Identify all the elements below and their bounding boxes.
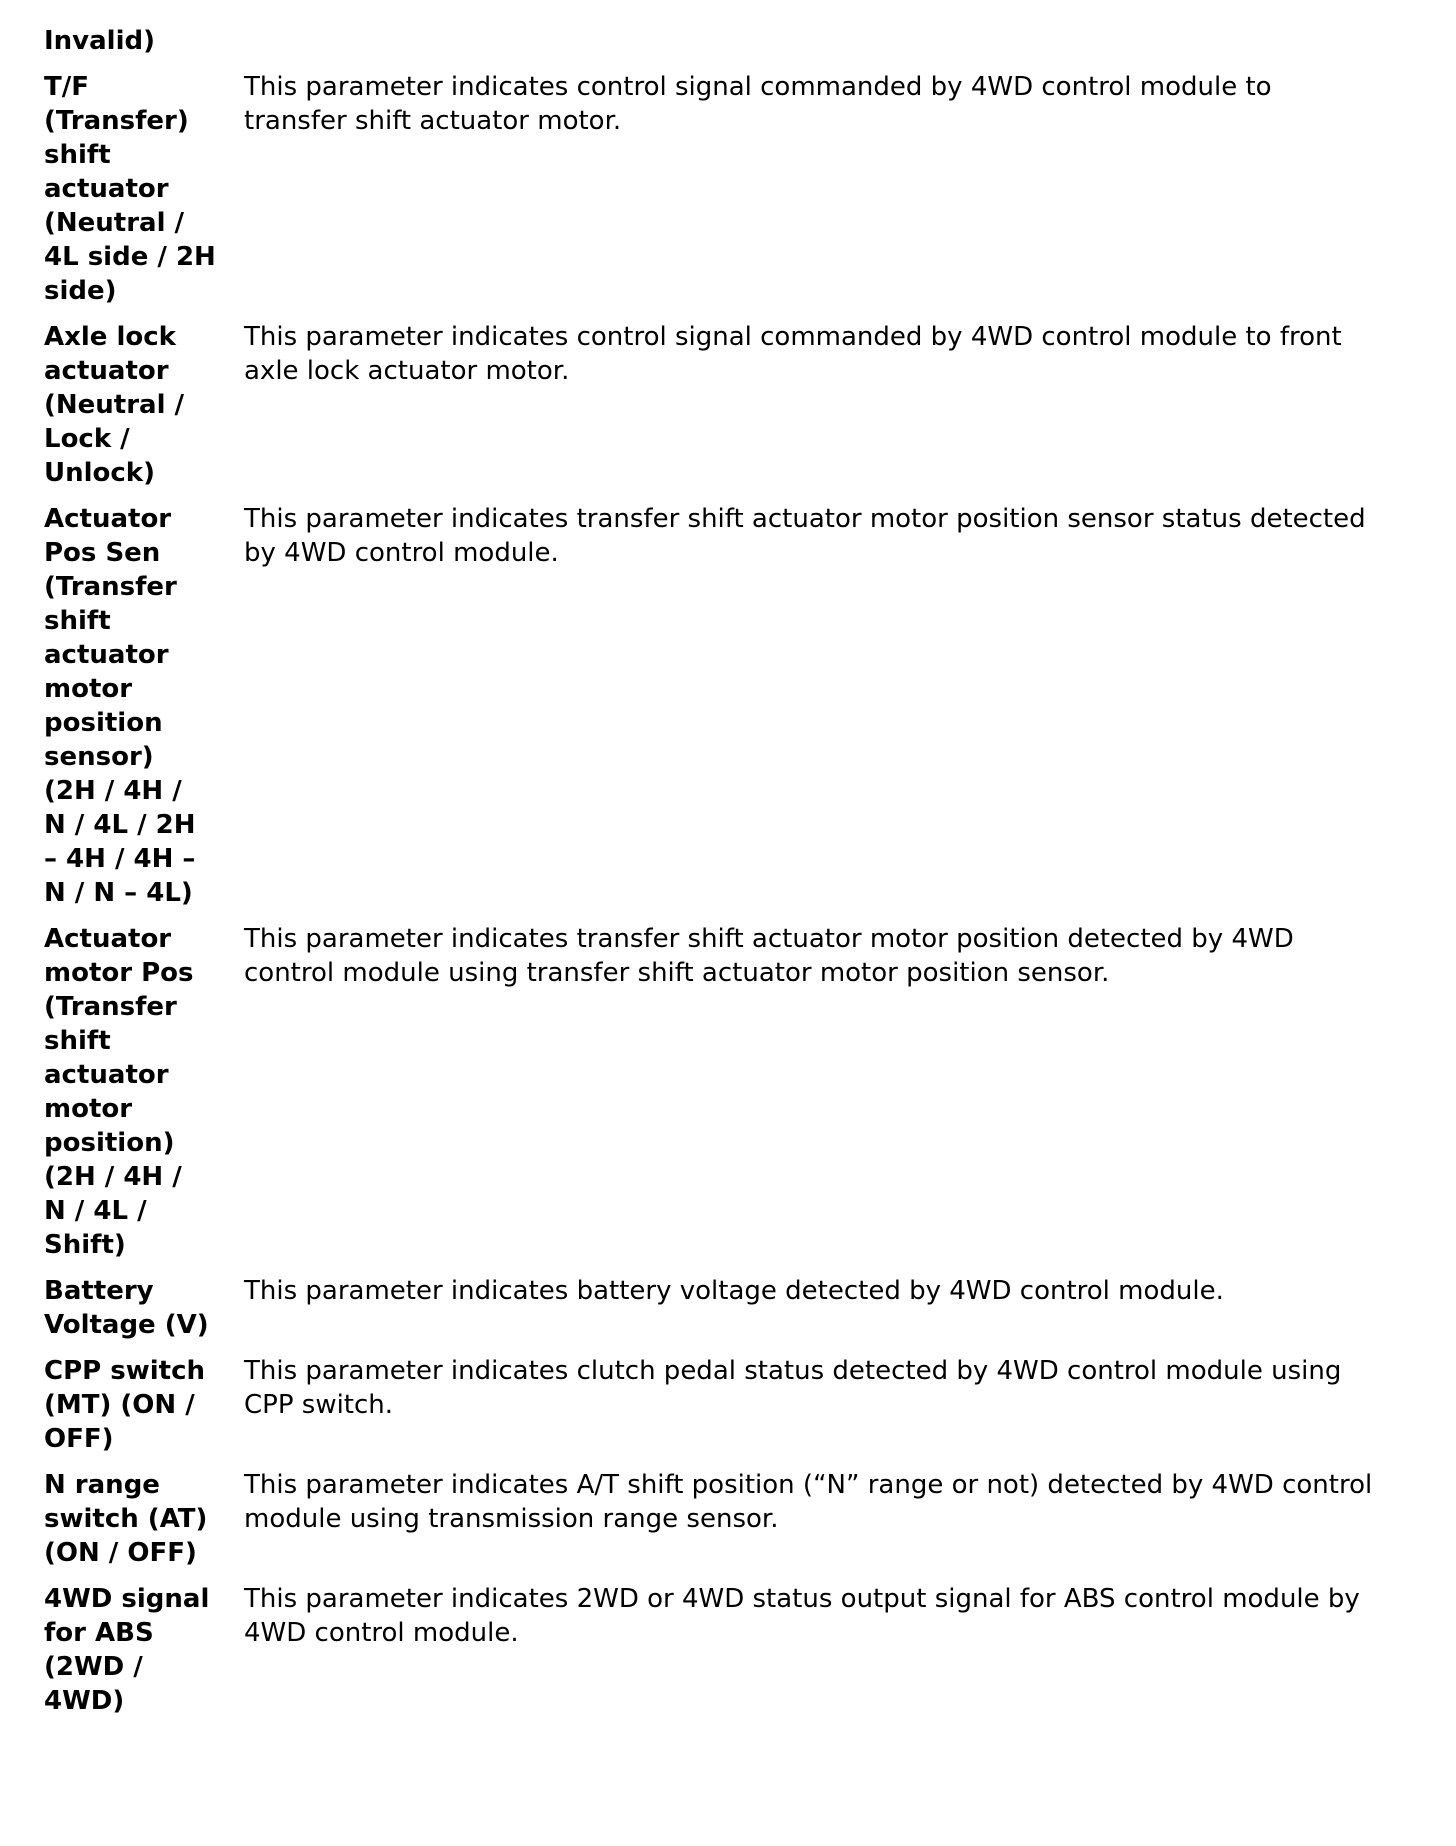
parameter-name — [44, 320, 244, 502]
parameter-name-line: (2H / 4H / — [44, 776, 182, 806]
parameter-name-line: T/F — [44, 72, 89, 102]
parameter-description: This parameter indicates 2WD or 4WD status output signal for ABS control module by 4WD control module. — [244, 1584, 1360, 1648]
parameter-row — [44, 1274, 1374, 1354]
parameter-name-line: sensor) — [44, 742, 154, 772]
parameter-name — [44, 1582, 244, 1730]
parameter-name-line: 4WD) — [44, 1686, 125, 1716]
parameter-name-line: 4WD signal — [44, 1584, 210, 1614]
parameter-name-line: (Transfer — [44, 992, 177, 1022]
parameter-name-line: 4L side / 2H — [44, 242, 216, 272]
parameter-table — [44, 70, 1374, 1730]
parameter-name-text — [44, 922, 240, 1262]
parameter-description: This parameter indicates A/T shift position (“N” range or not) detected by 4WD control module using transmission range sensor. — [244, 1470, 1373, 1534]
parameter-name-line: Actuator — [44, 504, 172, 534]
parameter-name-text — [44, 1354, 240, 1456]
parameter-name — [44, 1274, 244, 1354]
parameter-description: This parameter indicates battery voltage detected by 4WD control module. — [244, 1276, 1224, 1306]
parameter-name-line: actuator — [44, 640, 169, 670]
parameter-name-text — [44, 502, 240, 910]
parameter-row — [44, 1582, 1374, 1730]
parameter-name-line: Unlock) — [44, 458, 155, 488]
parameter-name-line: actuator — [44, 356, 169, 386]
parameter-name-line: actuator — [44, 1060, 169, 1090]
parameter-name-line: Lock / — [44, 424, 130, 454]
parameter-name-text — [44, 1274, 240, 1342]
parameter-name-line: N / 4L / — [44, 1196, 147, 1226]
parameter-name-line: motor — [44, 1094, 133, 1124]
parameter-name-text — [44, 1582, 240, 1718]
parameter-name — [44, 1468, 244, 1582]
parameter-name-line: actuator — [44, 174, 169, 204]
parameter-name-line: position — [44, 708, 163, 738]
parameter-name-line: shift — [44, 606, 111, 636]
parameter-row — [44, 70, 1374, 320]
parameter-name-line: side) — [44, 276, 117, 306]
parameter-row — [44, 320, 1374, 502]
parameter-name-line: Shift) — [44, 1230, 126, 1260]
parameter-row — [44, 922, 1374, 1274]
parameter-name-line: N / N – 4L) — [44, 878, 193, 908]
parameter-name-line: CPP switch — [44, 1356, 206, 1386]
parameter-name-line: (Transfer — [44, 572, 177, 602]
parameter-name-line: Battery — [44, 1276, 154, 1306]
continued-parameter-fragment: Invalid) — [44, 26, 155, 56]
parameter-name-line: (2H / 4H / — [44, 1162, 182, 1192]
parameter-description: This parameter indicates clutch pedal status detected by 4WD control module using CPP switch. — [244, 1356, 1342, 1420]
parameter-name-line: (ON / OFF) — [44, 1538, 197, 1568]
parameter-name-line: OFF) — [44, 1424, 114, 1454]
parameter-name — [44, 502, 244, 922]
parameter-name-line: Actuator — [44, 924, 172, 954]
parameter-name-line: switch (AT) — [44, 1504, 208, 1534]
parameter-description: This parameter indicates control signal commanded by 4WD control module to front axle lock actuator motor. — [244, 322, 1342, 386]
parameter-name-text — [44, 320, 240, 490]
parameter-name-line: (2WD / — [44, 1652, 143, 1682]
parameter-name-line: (Transfer) — [44, 106, 189, 136]
parameter-name-line: (MT) (ON / — [44, 1390, 195, 1420]
parameter-name-line: Axle lock — [44, 322, 176, 352]
parameter-name-line: motor Pos — [44, 958, 194, 988]
parameter-name — [44, 922, 244, 1274]
parameter-name-line: N / 4L / 2H — [44, 810, 196, 840]
parameter-name — [44, 1354, 244, 1468]
parameter-name-line: Voltage (V) — [44, 1310, 209, 1340]
parameter-name-line: shift — [44, 140, 111, 170]
parameter-description: This parameter indicates transfer shift actuator motor position sensor status detected by 4WD control module. — [244, 504, 1366, 568]
parameter-description: This parameter indicates control signal commanded by 4WD control module to transfer shift actuator motor. — [244, 72, 1272, 136]
document-body — [44, 24, 1374, 1730]
parameter-name-text — [44, 1468, 240, 1570]
parameter-description: This parameter indicates transfer shift actuator motor position detected by 4WD control module using transfer shift actuator motor position sensor. — [244, 924, 1294, 988]
parameter-name-line: Pos Sen — [44, 538, 161, 568]
parameter-name-line: – 4H / 4H – — [44, 844, 196, 874]
parameter-name-text — [44, 70, 240, 308]
parameter-row — [44, 1468, 1374, 1582]
parameter-name-line: position) — [44, 1128, 175, 1158]
parameter-name-line: (Neutral / — [44, 208, 185, 238]
parameter-row — [44, 502, 1374, 922]
parameter-row — [44, 1354, 1374, 1468]
parameter-table-body — [44, 70, 1374, 1730]
parameter-name-line: for ABS — [44, 1618, 154, 1648]
parameter-name — [44, 70, 244, 320]
parameter-name-line: shift — [44, 1026, 111, 1056]
parameter-name-line: (Neutral / — [44, 390, 185, 420]
parameter-name-line: motor — [44, 674, 133, 704]
parameter-name-line: N range — [44, 1470, 160, 1500]
